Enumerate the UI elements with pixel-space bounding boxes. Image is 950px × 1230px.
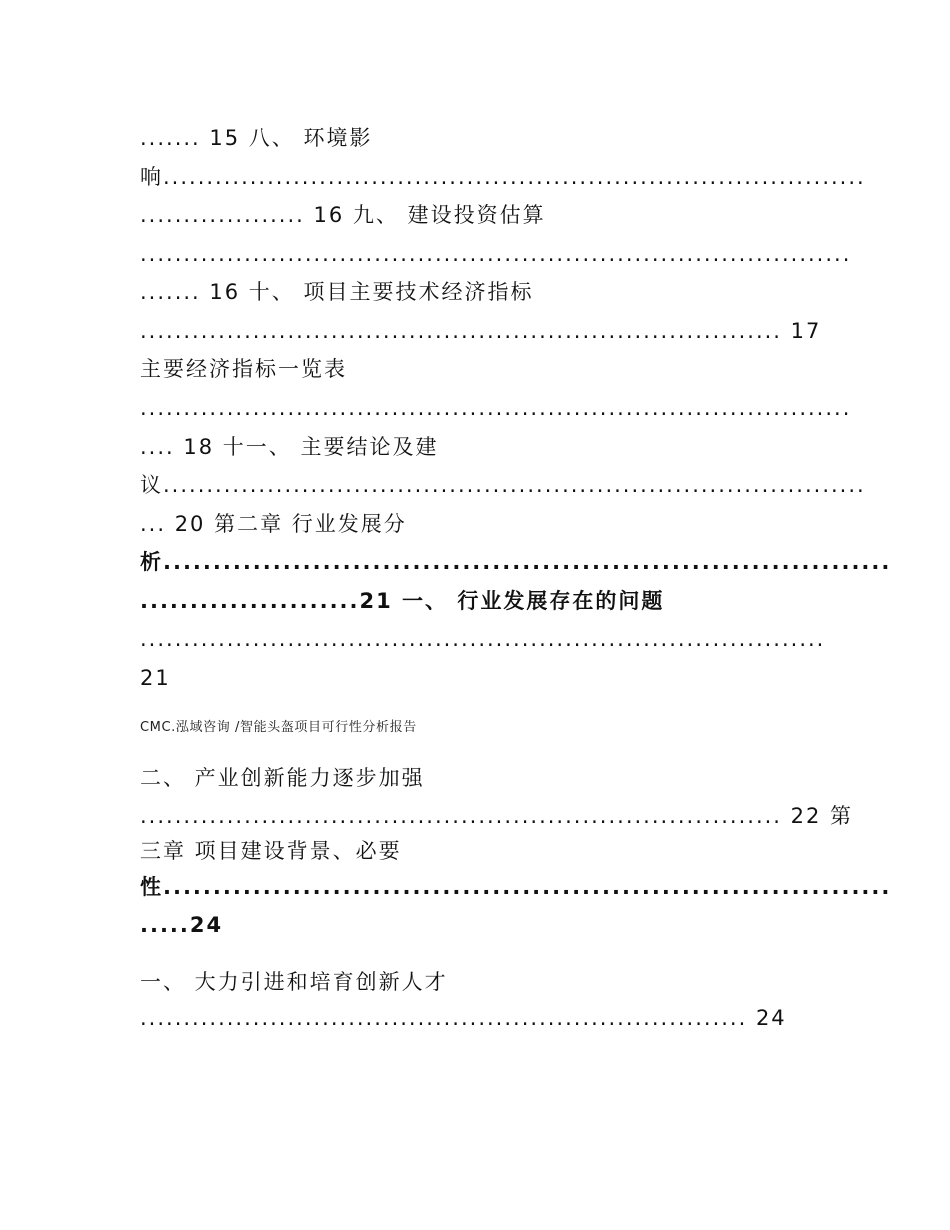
toc-line: 三章 项目建设背景、必要 (140, 839, 402, 863)
running-header: CMC.泓域咨询 /智能头盔项目可行性分析报告 (140, 720, 417, 735)
toc-line: 议................................................................................. (140, 473, 866, 497)
toc-line: .......................................................................... 22 第 (140, 804, 854, 828)
toc-line: .....24 (140, 913, 224, 937)
toc-line: 一、 大力引进和培育创新人才 (140, 970, 448, 994)
toc-line: .................................................................................. (140, 242, 852, 266)
toc-line: .... 18 十一、 主要结论及建 (140, 435, 439, 459)
toc-line: 二、 产业创新能力逐步加强 (140, 766, 425, 790)
toc-line: ....... 15 八、 环境影 (140, 126, 373, 150)
toc-line: ................... 16 九、 建设投资估算 (140, 203, 546, 227)
toc-line: 21 (140, 666, 171, 690)
toc-line: 性......................................................................... (140, 875, 892, 899)
toc-line: 响................................................................................. (140, 165, 866, 189)
toc-line: .......................................................................... 17 (140, 319, 822, 343)
toc-line: 析......................................................................... (140, 550, 892, 574)
toc-line: ............................................................................... (140, 627, 826, 651)
toc-line: 主要经济指标一览表 (140, 357, 347, 381)
toc-line: ......................21 一、 行业发展存在的问题 (140, 589, 665, 613)
toc-line: .................................................................................. (140, 396, 852, 420)
toc-line: ...................................................................... 24 (140, 1006, 787, 1030)
toc-line: ... 20 第二章 行业发展分 (140, 512, 407, 536)
toc-line: ....... 16 十、 项目主要技术经济指标 (140, 280, 534, 304)
